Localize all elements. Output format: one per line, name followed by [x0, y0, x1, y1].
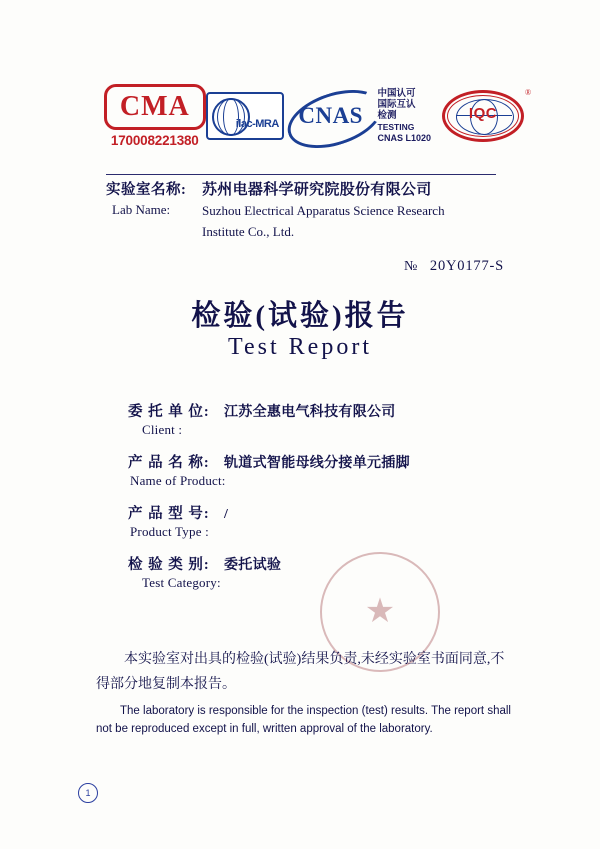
registered-mark-icon: ®: [524, 88, 532, 97]
lab-name-value-en-line2: Institute Co., Ltd.: [202, 223, 295, 239]
cnas-logo-text: CNAS: [298, 103, 363, 128]
field-test-category-value: 委托试验: [224, 558, 282, 573]
statement-cn: 本实验室对出具的检验(试验)结果负责,未经实验室书面同意,不得部分地复制本报告。: [96, 652, 505, 692]
field-product-type: [128, 502, 488, 540]
field-test-category-label-cn: 检 验 类 别:: [128, 557, 210, 573]
header-divider: [106, 174, 496, 175]
cnas-cert-line3: 检测: [377, 109, 397, 121]
cma-logo-text: CMA: [119, 91, 190, 122]
field-product-type-label-cn: 产 品 型 号:: [128, 506, 210, 522]
page-title-cn: 检验(试验)报告: [191, 300, 409, 332]
report-number-value: 20Y0177-S: [429, 258, 504, 274]
cnas-cert-testing: TESTING: [377, 121, 415, 132]
page-number: 1: [78, 783, 98, 803]
globe-icon: [212, 98, 250, 136]
cnas-certificate-block: [378, 89, 442, 143]
accreditation-logo-row: [104, 80, 532, 152]
lab-name-value-cn: 苏州电器科学研究院股份有限公司: [202, 182, 432, 198]
report-number-prefix: №: [403, 259, 418, 274]
field-test-category-label-en: Test Category:: [142, 575, 221, 590]
statement-en: The laboratory is responsible for the inspection (test) results. The report shall not be reproduced except in full, written approval of the laboratory.: [96, 705, 511, 736]
iqc-institute-logo: [442, 88, 532, 142]
field-product-name-label-cn: 产 品 名 称:: [128, 455, 210, 471]
cnas-logo: [284, 91, 378, 141]
field-client-value: 江苏全惠电气科技有限公司: [224, 405, 396, 420]
cma-certificate-number: 170008221380: [110, 133, 199, 148]
iqc-logo-text: IQC: [468, 105, 498, 122]
cnas-cert-line1: 中国认可: [377, 88, 416, 100]
page-title-en: Test Report: [228, 334, 372, 360]
field-client-label-en: Client :: [142, 422, 183, 437]
field-product-type-value: /: [224, 507, 229, 522]
lab-name-value-en-line1: Suzhou Electrical Apparatus Science Research: [202, 203, 445, 218]
cma-accreditation-logo: [104, 84, 206, 148]
ilac-mra-logo: [206, 92, 284, 140]
ilac-mra-logo-text: ilac-MRA: [235, 118, 279, 130]
field-product-name-value: 轨道式智能母线分接单元插脚: [224, 456, 410, 471]
lab-name-label-cn: 实验室名称:: [106, 182, 187, 198]
field-product-name: [128, 451, 488, 489]
report-number: [404, 258, 504, 275]
field-client-label-cn: 委 托 单 位:: [128, 404, 210, 420]
star-icon: ★: [364, 593, 396, 630]
cma-logo-frame: [104, 84, 206, 130]
field-client: [128, 400, 488, 438]
lab-name-block: [106, 178, 506, 240]
cnas-cert-number: CNAS L1020: [377, 132, 432, 143]
field-product-type-label-en: Product Type :: [130, 524, 209, 539]
cnas-cert-line2: 国际互认: [377, 98, 416, 110]
field-product-name-label-en: Name of Product:: [130, 473, 226, 488]
lab-name-label-en: Lab Name:: [112, 202, 171, 217]
